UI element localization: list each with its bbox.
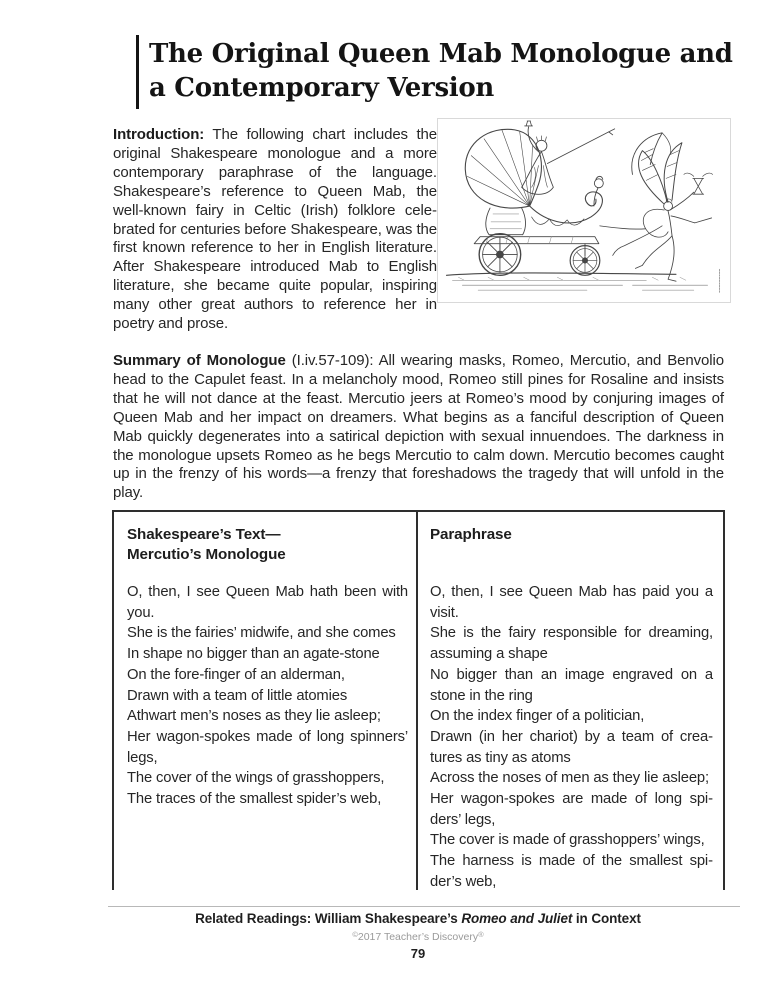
page-title-line1: The Original Queen Mab Monologue and <box>149 39 733 69</box>
summary-label: Summary of Monologue <box>113 352 286 369</box>
poem-line: The harness is made of the smallest spider’s web, <box>430 853 713 890</box>
registered-symbol: ® <box>478 930 484 939</box>
poem-line: The traces of the smallest spider’s web, <box>127 791 382 808</box>
related-readings-line <box>113 911 723 926</box>
introduction-label: Introduction: <box>113 126 205 143</box>
introduction-body: The following chart includes the original Shakespeare monologue and a more contemporary paraphrase of the language. Shakespeare’s reference to Queen Mab, the well-known fairy in Celtic (Irish) folklore celebrated for centuries before Shakespeare, was the first known reference to her in English literature. After Shakespeare introduced Mab to English literature, she became quite popular, inspiring many other great authors to reference her in poetry and prose. <box>113 126 437 333</box>
page-number: 79 <box>410 946 426 961</box>
page-title-line2: a Contemporary Version <box>149 73 495 103</box>
summary-paragraph <box>113 352 724 503</box>
shakespeare-text-column <box>114 512 418 890</box>
poem-line: O, then, I see Queen Mab has paid you a visit. <box>430 584 713 621</box>
poem-line: Her wagon-spokes made of long spinners’ legs, <box>127 728 408 766</box>
poem-line: She is the fairy responsible for dreaming, assuming a shape <box>430 625 713 663</box>
page-title <box>136 35 733 109</box>
copyright-symbol: © <box>352 930 358 939</box>
poem-line: No bigger than an image engraved on a stone in the ring <box>430 666 713 704</box>
queen-mab-chariot-engraving <box>438 119 730 302</box>
poem-line: Drawn with a team of little atomies <box>127 687 348 704</box>
shakespeare-header-line2: Mercutio’s Monologue <box>127 546 286 563</box>
copyright-line <box>113 930 723 943</box>
related-prefix: Related Readings: William Shakespeare’s <box>195 911 462 926</box>
poem-line: Her wagon-spokes are made of long spiders’ legs, <box>430 791 713 828</box>
queen-mab-illustration-frame <box>437 118 731 303</box>
poem-line: Drawn (in her chariot) by a team of creatures as tiny as atoms <box>430 728 713 766</box>
footer-divider <box>108 906 740 907</box>
shakespeare-column-body <box>127 582 408 810</box>
related-suffix: in Context <box>572 911 641 926</box>
summary-body: (I.iv.57-109): All wearing masks, Romeo, Mercutio, and Benvolio head to the Capulet feast. In a melancholy mood, Romeo still pines for Rosaline and insists that he will not dance at the feast. Mercutio jeers at Romeo’s mood by conjuring images of Queen Mab and her impact on dreamers. What begins as a fanciful description of Queen Mab quickly degenerates into a satirical depiction with sexual innuendoes. The darkness in the monologue upsets Romeo as he begs Mercutio to calm down. Mercutio becomes caught up in the frenzy of his words—a frenzy that foreshadows the tragedy that will unfold in the play. <box>113 352 724 502</box>
poem-line: O, then, I see Queen Mab hath been with you. <box>127 584 408 621</box>
paraphrase-header-line: Paraphrase <box>430 526 512 543</box>
paraphrase-column <box>418 512 723 890</box>
poem-line: She is the fairies’ midwife, and she comes <box>127 625 396 642</box>
poem-line: Athwart men’s noses as they lie asleep; <box>127 708 381 725</box>
poem-line: On the fore-finger of an alderman, <box>127 666 345 683</box>
copyright-text: 2017 Teacher’s Discovery <box>357 931 479 943</box>
poem-line: The cover is made of grasshoppers’ wings, <box>430 832 705 849</box>
shakespeare-column-header <box>127 525 408 582</box>
shakespeare-header-line1: Shakespeare’s Text— <box>127 526 281 543</box>
poem-line: In shape no bigger than an agate-stone <box>127 646 380 663</box>
introduction-paragraph <box>113 126 437 334</box>
paraphrase-column-header <box>430 525 713 582</box>
paraphrase-column-body <box>430 582 713 890</box>
page-footer <box>113 911 723 961</box>
poem-line: Across the noses of men as they lie asleep; <box>430 770 709 787</box>
poem-line: The cover of the wings of grasshoppers, <box>127 770 385 787</box>
poem-line: On the index finger of a politician, <box>430 708 645 725</box>
related-book-title: Romeo and Juliet <box>461 911 573 926</box>
monologue-comparison-table <box>112 510 725 890</box>
